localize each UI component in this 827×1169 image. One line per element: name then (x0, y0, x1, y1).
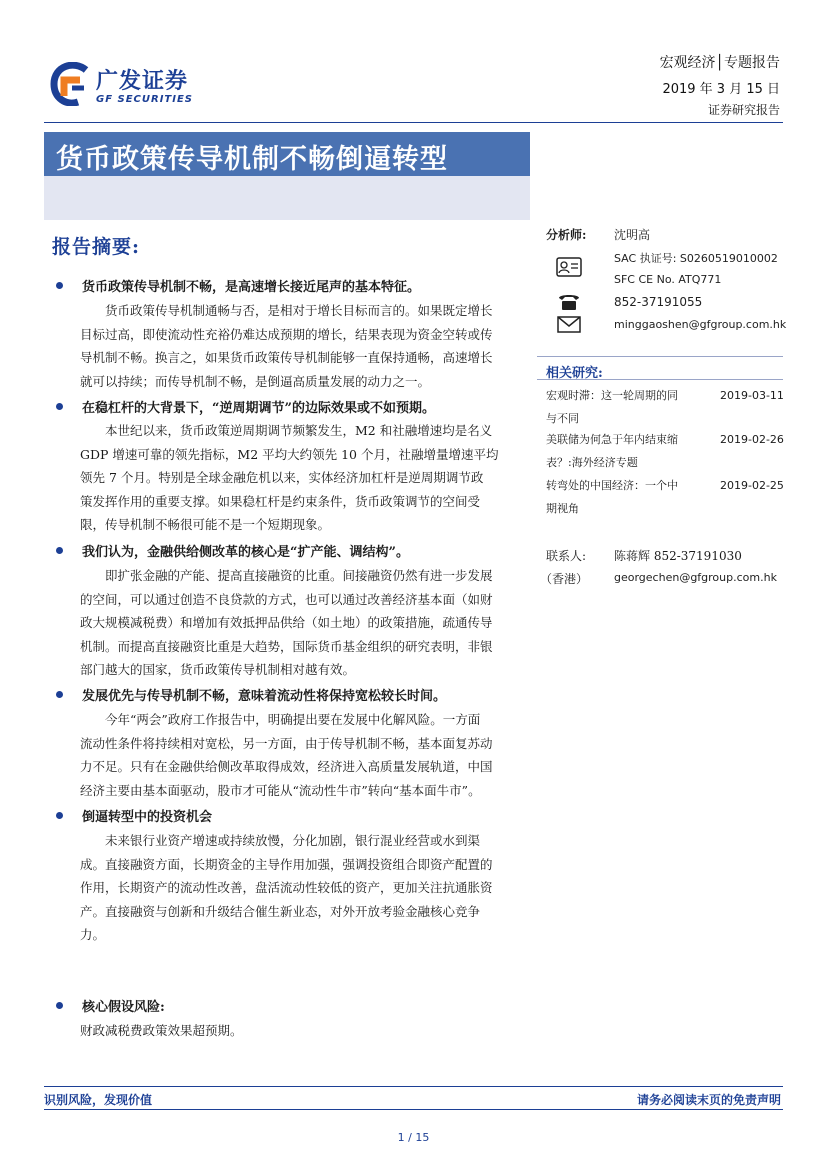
analyst-email[interactable]: minggaoshen@gfgroup.com.hk (614, 318, 787, 331)
risk-heading: 核心假设风险: (82, 1000, 165, 1015)
logo-mark-icon (50, 62, 92, 106)
paragraph-line: 经济主要由基本面驱动，股市才可能从“流动性牛市”转向“基本面牛市”。 (80, 782, 481, 798)
contact-email[interactable]: georgechen@gfgroup.com.hk (614, 571, 777, 584)
contact-label: 联系人: (546, 549, 587, 563)
report-type: 证券研究报告 (707, 103, 780, 117)
paragraph-line: 策发挥作用的重要支撑。如果稳杠杆是约束条件，货币政策调节的空间受 (80, 493, 481, 509)
paragraph-line: 政大规模减税费）和增加有效抵押品供给（如土地）的政策措施，疏通传导 (80, 615, 493, 631)
bullet-text: 货币政策传导机制不畅，是高速增长接近尾声的基本特征。 (82, 280, 421, 295)
summary-paragraph (80, 299, 522, 393)
related-item-date: 2019-02-26 (720, 433, 784, 446)
paragraph-line: 目标过高，即使流动性充裕仍难达成预期的增长，结果表现为资金空转或传 (80, 326, 493, 342)
footer-divider (44, 1109, 783, 1110)
related-item-date: 2019-02-25 (720, 479, 784, 492)
bullet-text: 我们认为，金融供给侧改革的核心是“扩产能、调结构”。 (82, 545, 409, 560)
bullet-dot-icon (56, 282, 63, 289)
paragraph-line: 作用，长期资产的流动性改善，盘活流动性较低的资产，更加关注抗通胀资 (80, 880, 493, 896)
brand-name-en: GF SECURITIES (96, 94, 194, 105)
related-title-line: 期视角 (546, 502, 579, 515)
brand-name-cn: 广发证券 (96, 68, 189, 94)
paragraph-line: 机制。而提高直接融资比重是大趋势，国际货币基金组织的研究表明，非银 (80, 638, 493, 654)
report-category: 宏观经济│专题报告 (659, 55, 780, 71)
bullet-dot-icon (56, 403, 63, 410)
related-item-date: 2019-03-11 (720, 389, 784, 402)
paragraph-line: 本世纪以来，货币政策逆周期调节频繁发生，M2 和社融增速均是名义 (105, 423, 493, 438)
analyst-phone: 852-37191055 (614, 295, 703, 309)
paragraph-line: 就可以持续；而传导机制不畅，是倒逼高质量发展的动力之一。 (80, 373, 431, 389)
risk-text: 财政减税费政策效果超预期。 (80, 1023, 243, 1038)
footer-slogan: 识别风险，发现价值 (44, 1093, 153, 1107)
paragraph-line: 产。直接融资与创新和升级结合催生新业态，对外开放考验金融核心竞争 (80, 903, 481, 919)
page-number: 1 / 15 (397, 1131, 430, 1144)
related-item-title[interactable] (546, 474, 706, 520)
paragraph-line: 流动性条件将持续相对宽松，另一方面，由于传导机制不畅，基本面复苏动 (80, 735, 493, 751)
risk-paragraph (80, 1019, 522, 1043)
analyst-label: 分析师: (546, 228, 587, 242)
sidebar-divider (537, 356, 783, 357)
related-title-line: 表？:海外经济专题 (546, 456, 638, 469)
related-title-line: 与不同 (546, 412, 579, 425)
paragraph-line: 的空间，可以通过创造不良贷款的方式，也可以通过改善经济基本面（如财 (80, 591, 493, 607)
related-heading: 相关研究: (546, 366, 603, 381)
company-logo (50, 62, 220, 112)
paragraph-line: 未来银行业资产增速或持续放慢，分化加剧，银行混业经营或水到渠 (105, 833, 481, 848)
paragraph-line: 领先 7 个月。特别是全球金融危机以来，实体经济加杠杆是逆周期调节政 (80, 470, 484, 486)
footer-disclaimer: 请务必阅读末页的免责声明 (636, 1093, 781, 1107)
analyst-sac: SAC 执证号: S0260519010002 (614, 252, 778, 265)
summary-paragraph (80, 829, 522, 947)
related-title-line: 宏观时滞：这一轮周期的同 (546, 389, 678, 402)
contact-name-phone: 陈蒋辉 852-37191030 (614, 549, 742, 563)
bullet-text: 在稳杠杆的大背景下，“逆周期调节”的边际效果或不如预期。 (82, 401, 435, 416)
title-bar (44, 132, 530, 176)
analyst-name: 沈明高 (614, 228, 651, 242)
bullet-dot-icon (56, 812, 63, 819)
paragraph-line: 今年“两会”政府工作报告中，明确提出要在发展中化解风险。一方面 (105, 712, 481, 727)
summary-paragraph (80, 419, 522, 537)
paragraph-line: 成。直接融资方面，长期资金的主导作用加强，强调投资组合即资产配置的 (80, 856, 493, 872)
header-divider (44, 122, 783, 123)
paragraph-line: 力不足。只有在金融供给侧改革取得成效，经济进入高质量发展轨道，中国 (80, 759, 493, 775)
paragraph-line: 导机制不畅。换言之，如果货币政策传导机制能够一直保持通畅，高速增长 (80, 350, 493, 366)
page-title: 货币政策传导机制不畅倒逼转型 (56, 144, 448, 175)
bullet-text: 发展优先与传导机制不畅，意味着流动性将保持宽松较长时间。 (82, 689, 447, 704)
report-date: 2019 年 3 月 15 日 (662, 82, 780, 97)
bullet-text: 倒逼转型中的投资机会 (82, 810, 213, 825)
contact-region: （香港） (540, 572, 589, 586)
analyst-sfc: SFC CE No. ATQ771 (614, 273, 722, 286)
related-title-line: 转弯处的中国经济：一个中 (546, 479, 678, 492)
paragraph-line: 力。 (80, 927, 106, 943)
bullet-dot-icon (56, 691, 63, 698)
paragraph-line: 货币政策传导机制通畅与否，是相对于增长目标而言的。如果既定增长 (105, 303, 493, 318)
paragraph-line: 即扩张金融的产能、提高直接融资的比重。间接融资仍然有进一步发展 (105, 568, 493, 583)
bullet-dot-icon (56, 547, 63, 554)
id-card-icon (556, 256, 582, 278)
related-title-line: 美联储为何急于年内结束缩 (546, 433, 678, 446)
footer-divider (44, 1086, 783, 1087)
related-item-title[interactable] (546, 428, 706, 474)
summary-heading: 报告摘要: (52, 236, 141, 258)
sidebar-divider (537, 379, 783, 380)
paragraph-line: GDP 增速可靠的领先指标，M2 平均大约领先 10 个月，社融增量增速平均 (80, 446, 499, 462)
envelope-icon (556, 313, 582, 335)
title-subbar (44, 176, 530, 220)
paragraph-line: 部门越大的国家，货币政策传导机制相对越有效。 (80, 662, 356, 678)
summary-paragraph (80, 564, 522, 682)
paragraph-line: 限，传导机制不畅很可能不是一个短期现象。 (80, 517, 331, 533)
telephone-icon (556, 291, 582, 313)
related-item-title[interactable] (546, 384, 706, 430)
summary-paragraph (80, 708, 522, 802)
bullet-dot-icon (56, 1002, 63, 1009)
